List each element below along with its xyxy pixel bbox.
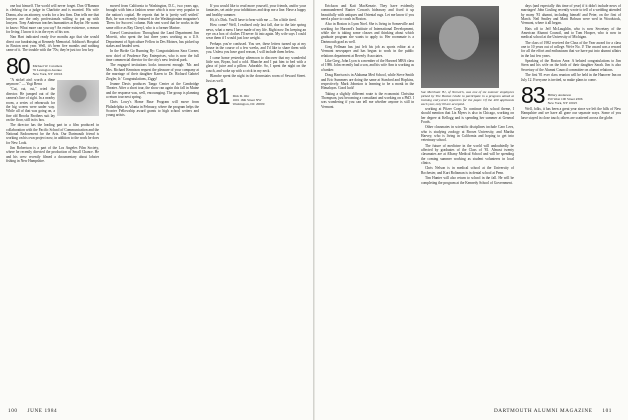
column-paragraph: I came home yesterday afternoon to discover that my wonderful little son, Bryan, had a cold. Blanche and I put him to bed with a glass of juice and a pillow. Adorable. So, I spent the night on the couch, and woke up with a crick in my neck. xyxy=(206,55,306,73)
column-paragraph: Hats off to Jeff McLaughlin, who is now Secretary of the American Alumni Council, and to Tom Hooper, who is now in medical school at the University of Michigan. xyxy=(521,26,621,40)
column-paragraph: Hi, it's Dirk. You'll have to bear with me — I'm a little tired. xyxy=(210,18,297,23)
page-number: 101 xyxy=(602,408,612,414)
column-paragraph: Perhaps you're confused. You see, these letters turned up at my house in the course of a few weeks, and I'd like to share them with you. Unless you have good reason, I will include them below. xyxy=(206,41,306,55)
column-paragraph: Tim Hunter will also return to school in the fall. He will be completing the program at the Kennedy School of Government. xyxy=(421,176,514,185)
class-secretary-address: Michael W. Carothers 76 Lexington Avenue New York, NY 10016 xyxy=(32,63,63,76)
column-paragraph: The first '81 ever class reunion will be held in the Hanover Inn on July 12. Everyone is invited, so make plans to come. xyxy=(521,73,621,82)
column-paragraph: "Cut, cut, cut," cried the director. He jumped out of the camera's line of sight. In a nearby room, a series of rehearsals for the big screen were under way. While all of that was going on, a fine old Brooks Brothers suit lay on the floor, still in its box. xyxy=(6,87,55,122)
column-paragraph: Taking a slightly different route is the economist Christina Thompson, just becoming a consultant and working on a PhD. I was wondering if you can tell me whether anyone is still in Vermont. xyxy=(321,91,414,109)
class-number: 81 xyxy=(206,82,230,108)
left-column-1 xyxy=(6,4,99,164)
portrait-photo xyxy=(421,6,499,88)
column-paragraph: Nan Hart indicated ready five months ago that she would direct our fundraising at Kennedy Memorial. Addison's Hospital in Boston next year. Well, it's been five months and nothing came of it. The trouble with the '70s; they're just too low key. xyxy=(6,35,99,53)
portrait-photo xyxy=(57,80,99,116)
left-column-2 xyxy=(106,4,199,119)
column-paragraph: Jim Robertson is a part of the Los Angeles Film Society, where he recently directed the production of Small Chance. He and his crew recently filmed a documentary about lobster fishing in New Hampshire. xyxy=(6,145,99,163)
column-paragraph: Chris Nelson is in medical school at the University of Rochester, and Kurt Boltzman is in dental school at Penn. xyxy=(421,166,514,175)
class-83-heading xyxy=(521,81,621,108)
photo-caption: Sue Merchant '81, of Norwich, was one of six summer employees picked by The Boston Globe to participate in a program aimed at training entry-level reporters for the paper. Of the 400 applicants each year, only 60 are accepted. xyxy=(421,90,514,106)
column-paragraph: Other classmates in scientific disciplines include Caro Lees, who is studying zoology at Brown University, and Martha Harvey, who is living in California and hoping to get into veterinary school. xyxy=(421,125,514,143)
class-number: 80 xyxy=(6,52,30,79)
column-paragraph: In the Birdie Go Running By: Congratulations Sara Corner, now chief of Prudence Bay Enterprises, who is now the full time commercial director for the city's new festival park. xyxy=(106,49,199,63)
left-column-3 xyxy=(206,4,306,108)
publication-name: DARTMOUTH ALUMNI MAGAZINE xyxy=(493,408,593,414)
column-paragraph: Speaking of the Boston Area: A belated congratulations to Jim Stern and his wife on the birth of their daughter Sarah. Jim is also Secretary of the Alumni Council committee on alumni relations. xyxy=(521,59,621,72)
column-paragraph: working at Pfizer Corp. To continue this school theme, I should mention that Liz Myers is also in Chicago, working on her degree at Kellogg and is spending her summer at General Foods. xyxy=(421,107,514,125)
column-paragraph: Well, folks, it has been a great year since we left the hills of New Hampshire and we have all gone our separate ways. Some of you have stayed in close touch; others are scattered across the globe. xyxy=(521,106,621,120)
column-paragraph: Erickson and Kati MacKenzie. They have evidently commandeered Ranier Cowan's hideaway and fixed it up beautifully with antiques and Oriental rugs. Let me know if you need a place to crash in Boston. xyxy=(321,4,414,22)
column-paragraph: days (and especially this time of year) if it didn't include news of marriages! John Couling recently wrote to tell of a wedding attended by many '81 alumni, including himself and Peter, on the first of March. Neil Smiley and Marti Bobson were wed in Woodstock, Vermont, where it all began. xyxy=(521,4,621,26)
class-80-heading xyxy=(6,52,99,79)
column-paragraph: "A nickel ain't worth a dime anymore." — Yogi Berra xyxy=(6,77,55,87)
right-column-1 xyxy=(321,4,414,110)
column-paragraph: Chris Lowy's Home Base Program will move from Philadelphia to Atlanta in February, where the program helps the Scooter Fellowship award grants to high school writers and young artists. xyxy=(106,100,199,118)
right-column-2 xyxy=(421,4,514,186)
class-secretary-address: Hillary Anderson 250 West 100 Street #306 New York, NY 10025 xyxy=(547,92,583,105)
column-paragraph: Like Greg, John Lyon is a member of the Harvard MBA class of 1986. John recently had a son, and his wife Ann is working as a banker. xyxy=(321,59,414,72)
column-paragraph: Blanche spent the night in the downstairs room of Seward Street. Just as well. xyxy=(206,74,306,83)
column-paragraph: moved from California to Washington, D.C., two years ago, brought with him a fashion sense which is now very popular in the nation's capital. He reports that he is 'pretty well settled.' Bob, he was recently featured in the Washingtonian magazine's 'Dress for Success' column. Bob sent word that he works in the same office as Ray Cheryl, who is a former Marine. xyxy=(106,4,199,30)
column-paragraph: Jeanne Davis produces Tango Center at the Cambridge Theater. After a short tour, the show ran again this fall in Maine and the response was, well, encouraging. The group is planning a return tour next spring. xyxy=(106,81,199,99)
left-page xyxy=(0,0,313,420)
class-number: 83 xyxy=(521,81,545,108)
column-paragraph: Gravel Construction: Throughout the Land Department Jim Moretti, who spent the last three years working as a U.S. Department of Agriculture Fellow in Des Moines, has picked up stakes and headed west. xyxy=(106,31,199,49)
page-footer-left xyxy=(8,408,65,414)
column-paragraph: Greg Fellman has just left his job as sports editor at a Vermont newspaper and has begun to work in the public relations department at Beverly Associates. xyxy=(321,45,414,58)
issue-date: JUNE 1984 xyxy=(27,408,58,414)
column-paragraph: The future of medicine in the world will undoubtedly be affected by graduates of the Class of '81. Almost twenty classmates are at Albany Medical School and will be spending the coming summer working as student volunteers in local clinics. xyxy=(421,143,514,166)
column-paragraph: Doug Harrison is in Alabama Med School, while Steve Smith and Eric Summers are doing the same at Stanford and Hopkins, respectively. Mark Johnston is learning to be a monk in the Himalayas. Good luck! xyxy=(321,73,414,91)
column-paragraph: The class of 1982 received the Class of the Year award for a class one to 10 years out of college. We're No. 1! The award was a reward for all the effort and enthusiasm that we have put into alumni affairs in the last few years. xyxy=(521,40,621,58)
right-page xyxy=(315,0,628,420)
right-column-3 xyxy=(521,4,621,121)
column-paragraph: How come? Well, I realized only last fall, due to the late spring news, what a mess I have made of my life. Right now I'm keeping an eye on a box of clothes I'll never fit into again. My wife says I could wear them if I would just lose weight. xyxy=(206,23,306,41)
column-paragraph: Also in Boston is Lynn Noel. She is living in Somerville and working for Harvard's Institute of International Development, while she is taking some classes and thinking about which graduate program she wants to apply to. Her roommate is a Dartmouth grad as well. xyxy=(321,22,414,44)
column-paragraph: If you would like to read more yourself, your friends, and/or your fantasies, set aside your inhibitions and drop me a line. Have a happy and healthy summer. xyxy=(206,4,306,17)
column-paragraph: The engaged invitations looks innocent enough: 'Mr. and Mrs. Richard Kennison request the pleasure of your company at the marriage of their daughter Karen to Dr. Richard Gabriel Ziegler, Jr.' Congratulations, Ziggy! xyxy=(106,63,199,81)
class-secretary-address: Dirk D. Ohr 1601 16th Street NW Washington, DC 20009 xyxy=(232,93,265,106)
page-number: 100 xyxy=(8,408,18,414)
class-81-heading xyxy=(206,82,306,108)
column-paragraph: The director has the leading part in a film produced in collaboration with the Pacific School of Communication and the National Endowment for the Arts. Our Dartmouth friend is working on his own project now, in addition to the work he does for New Look. xyxy=(6,123,99,145)
page-footer-right xyxy=(494,408,620,414)
column-paragraph: one but himself. The world will never forget. Don O'Rannon is clerking for a judge in Charlotte and is married. His wife Donna, also an attorney, works for a law firm. Don tells me that lawyers are the only professionals willing to put up with lawyers. Tony Anderson teaches humanities at Baylor. He wants to know: What more can you say? An entire existence, a reason for living. I know it is in the eyes of his son. xyxy=(6,4,99,35)
